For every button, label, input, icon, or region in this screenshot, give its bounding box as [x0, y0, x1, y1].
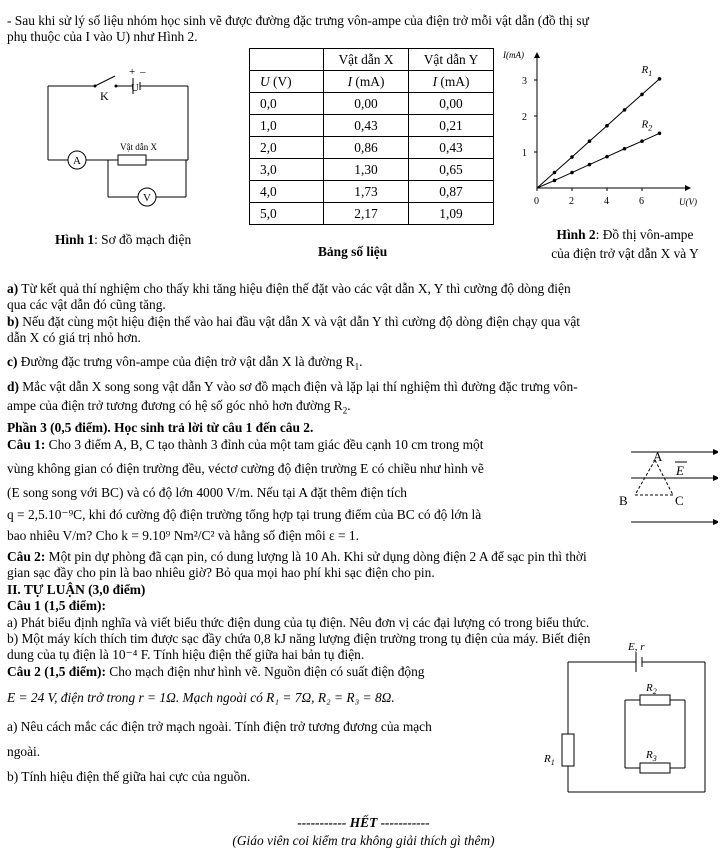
data-point: [658, 131, 662, 135]
table-row: 1,0 0,43 0,21: [250, 115, 494, 137]
data-point: [623, 147, 627, 151]
iv-chart: [495, 48, 710, 213]
figure2-caption-line2: của điện trở vật dẫn X và Y: [551, 246, 699, 261]
data-point: [640, 139, 644, 143]
data-point: [553, 171, 557, 175]
figure2-caption: Hình 2: Đồ thị vôn-ampe: [556, 227, 694, 242]
y-axis-arrow: [534, 52, 540, 58]
switch-label: K: [100, 89, 109, 103]
x-tick-label: 2: [569, 196, 574, 207]
x-tick-label: 6: [639, 196, 644, 207]
table-row: 3,0 1,30 0,65: [250, 159, 494, 181]
table-row: 4,0 1,73 0,87: [250, 181, 494, 203]
question-1-line2: vùng không gian có điện trường đều, véctơ cường độ điện trường E có chiều như hình vẽ: [7, 461, 484, 476]
source-er-label: E, r: [628, 641, 645, 653]
table-row: 2,0 0,86 0,43: [250, 137, 494, 159]
y-axis-label: I(mA): [503, 50, 524, 60]
part3-heading: Phần 3 (0,5 điểm). Học sinh trả lời từ câu 1 đến câu 2.: [7, 420, 314, 435]
essay-q2-line2: E = 24 V, điện trở trong r = 1Ω. Mạch ngoài có R₁ = 7Ω, R₂ = R₃ = 8Ω.: [7, 690, 395, 705]
svg-text:–: –: [140, 66, 146, 78]
statement-a: a) Từ kết quả thí nghiệm cho thấy khi tăng hiệu điện thế đặt vào các vật dẫn X, Y thì cường độ dòng điện: [7, 281, 571, 296]
table-row: 0,0 0,00 0,00: [250, 93, 494, 115]
data-point: [570, 171, 574, 175]
essay-q2-a: a) Nêu cách mắc các điện trở mạch ngoài. Tính điện trở tương đương của mạch: [7, 719, 432, 734]
question-1-line5: bao nhiêu V/m? Cho k = 9.10⁹ Nm²/C² và hằng số điện môi ε = 1.: [7, 528, 359, 543]
essay-q2-b: b) Tính hiệu điện thế giữa hai cực của nguồn.: [7, 769, 251, 784]
circuit-diagram-2: [540, 640, 725, 800]
statement-b-cont: dẫn X có giá trị nhỏ hơn.: [7, 330, 141, 345]
statement-d: d) Mắc vật dẫn X song song vật dẫn Y vào sơ đồ mạch điện và lặp lại thí nghiệm thì đường đặc trưng vôn-: [7, 379, 578, 394]
vertex-c: C: [675, 493, 684, 508]
resistor-r2: [640, 695, 670, 705]
x-tick-label: 0: [534, 196, 539, 207]
y-tick-label: 3: [522, 76, 527, 87]
intro-line-2: phụ thuộc của I vào U) như Hình 2.: [7, 29, 198, 44]
circuit-diagram-1: [40, 62, 240, 212]
data-point: [588, 139, 592, 143]
x-axis-label: U(V): [679, 197, 697, 207]
essay-q1-b-cont: dung của tụ điện là 10⁻⁴ F. Tính hiệu điện thế giữa hai bản tụ điện.: [7, 647, 365, 662]
data-point: [570, 155, 574, 159]
statement-c: c) Đường đặc trưng vôn-ampe của điện trở vật dẫn X là đường $R_1$.: [7, 354, 363, 372]
r1-label: $R_1$: [544, 753, 555, 767]
series-label-r2: $R_2$: [641, 118, 653, 133]
voltmeter-label: V: [143, 192, 151, 204]
field-e-label: E: [676, 463, 684, 478]
question-1: Câu 1: Cho 3 điểm A, B, C tạo thành 3 đỉnh của một tam giác đều cạnh 10 cm trong một: [7, 437, 484, 452]
triangle-field-diagram: [603, 440, 718, 530]
vertex-a: A: [653, 449, 663, 464]
r2-label: $R_2$: [646, 682, 657, 696]
vertex-b: B: [619, 493, 628, 508]
question-1-line4: q = 2,5.10⁻⁹C, khi đó cường độ điện trường tổng hợp tại trung điểm của BC có độ lớn là: [7, 507, 482, 522]
svg-text:+: +: [129, 66, 136, 78]
series-label-r1: $R_1$: [641, 63, 653, 78]
ammeter-label: A: [73, 155, 81, 167]
part2-heading: II. TỰ LUẬN (3,0 điểm): [7, 582, 146, 597]
essay-q1-heading: Câu 1 (1,5 điểm):: [7, 598, 106, 613]
statement-a-cont: qua các vật dẫn đó cũng tăng.: [7, 297, 166, 312]
resistor-r3: [640, 763, 670, 773]
x-tick-label: 4: [604, 196, 609, 207]
intro-line-1: - Sau khi sử lý số liệu nhóm học sinh vẽ được đường đặc trưng vôn-ampe của điện trở mỗi vật dẫn (đồ thị sự: [7, 13, 589, 28]
data-point: [588, 163, 592, 167]
statement-d-cont: ampe của điện trở tương đương có hệ số góc nhỏ hơn đường $R_2$.: [7, 398, 351, 416]
data-point: [553, 179, 557, 183]
end-marker: ----------- HẾT -----------: [297, 815, 430, 830]
statement-b: b) Nếu đặt cùng một hiệu điện thế vào hai đầu vật dẫn X và vật dẫn Y thì cường độ dòng điện chạy qua vật: [7, 314, 581, 329]
figure1-caption: Hình 1: Sơ đồ mạch điện: [55, 232, 192, 247]
essay-q2: Câu 2 (1,5 điểm): Cho mạch điện như hình vẽ. Nguồn điện có suất điện động: [7, 664, 425, 679]
source-label: U: [131, 82, 139, 94]
switch-blade: [95, 76, 115, 86]
essay-q1-b: b) Một máy kích thích tim được sạc đầy chứa 0,8 kJ năng lượng điện trường trong tụ điện của máy. Biết điện: [7, 631, 591, 646]
essay-q2-a-cont: ngoài.: [7, 744, 41, 759]
table-caption: Bảng số liệu: [318, 244, 388, 259]
y-tick-label: 2: [522, 112, 527, 123]
resistor-x: [118, 155, 146, 165]
data-point: [658, 77, 662, 81]
resistor-r1: [562, 734, 574, 766]
question-2: Câu 2: Một pin dự phòng đã cạn pin, có dung lượng là 10 Ah. Khi sử dụng dòng điện 2 A để sạc pin thì thời: [7, 549, 587, 564]
essay-q1-a: a) Phát biểu định nghĩa và viết biểu thức điện dung của tụ điện. Nêu đơn vị các đại lượng có trong biểu thức.: [7, 615, 590, 630]
x-axis-arrow: [685, 185, 691, 191]
data-point: [640, 93, 644, 97]
question-2-cont: gian sạc đầy cho pin là bao nhiêu giờ? Bỏ qua mọi hao phí khi sạc điện cho pin.: [7, 565, 435, 580]
table-header-row: Vật dẫn X Vật dẫn Y: [250, 49, 494, 71]
resistor-x-label: Vật dẫn X: [120, 142, 157, 152]
y-tick-label: 1: [522, 148, 527, 159]
data-point: [623, 108, 627, 112]
footer-note: (Giáo viên coi kiểm tra không giải thích gì thêm): [232, 833, 495, 848]
table-header-row: U (V) I (mA) I (mA): [250, 71, 494, 93]
data-table: [249, 48, 494, 225]
r3-label: $R_3$: [646, 749, 657, 763]
data-point: [605, 124, 609, 128]
data-point: [605, 155, 609, 159]
question-1-line3: (E song song với BC) và có độ lớn 4000 V/m. Nếu tại A đặt thêm điện tích: [7, 485, 407, 500]
table-row: 5,0 2,17 1,09: [250, 203, 494, 225]
